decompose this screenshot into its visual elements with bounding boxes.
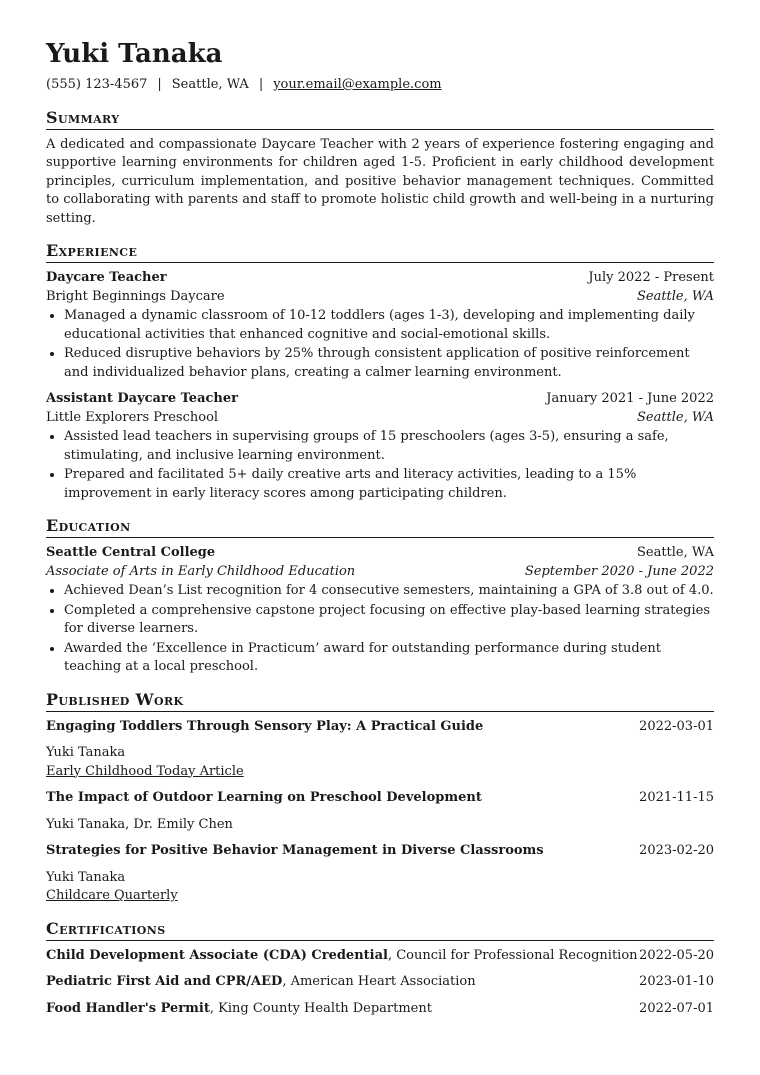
job-location: Seattle, WA [636,409,714,425]
certification-date: 2022-07-01 [639,1000,714,1016]
publication-authors: Yuki Tanaka, Dr. Emily Chen [46,816,233,832]
certification-entry [46,973,714,992]
bullet-list [46,427,714,503]
experience-section [46,241,714,503]
job-title: Daycare Teacher [46,270,167,285]
summary-text: A dedicated and compassionate Daycare Teacher with 2 years of experience fostering engaging and supportive learning environments for children aged 1-5. Proficient in early childhood development principles, curriculum implementation, and positive behavior management techniques. Committed to collaborating with parents and staff to promote holistic child growth and well-being in a nurturing setting. [46,136,714,226]
certification-name: Child Development Associate (CDA) Credential [46,947,388,963]
publication-date: 2022-03-01 [639,718,714,734]
certification-date: 2022-05-20 [639,947,714,963]
section-title: Education [46,516,714,538]
bullet: • Achieved Dean’s List recognition for 4 consecutive semesters, maintaining a GPA of 3.8 out of 4.0. [64,581,714,601]
school-location: Seattle, WA [636,545,714,560]
job-location: Seattle, WA [636,288,714,304]
degree: Associate of Arts in Early Childhood Education [46,563,356,579]
certification-entry [46,947,714,966]
certification-entry [46,1000,714,1019]
bullet: • Awarded the ‘Excellence in Practicum’ award for outstanding performance during student teaching at a local preschool. [64,639,714,677]
summary-section [46,108,714,229]
education-section [46,516,714,677]
email-link[interactable]: your.email@example.com [273,77,442,92]
publication-authors: Yuki Tanaka [46,745,126,760]
section-title: Published Work [46,690,714,712]
publication-title: Engaging Toddlers Through Sensory Play: A Practical Guide [46,718,484,734]
certification-issuer: , King County Health Department [209,1000,432,1016]
certification-name: Pediatric First Aid and CPR/AED [46,974,283,989]
location: Seattle, WA [171,77,249,92]
separator: | [157,77,162,92]
publication-date: 2023-02-20 [639,843,714,858]
job-title: Assistant Daycare Teacher [46,391,238,406]
certification-issuer: , Council for Professional Recognition [387,947,638,963]
job-dates: July 2022 - Present [588,270,714,285]
publication-entry [46,842,714,906]
section-title: Certifications [46,919,714,941]
bullet-list [46,581,714,677]
publication-venue-link[interactable]: Childcare Quarterly [46,888,178,903]
education-dates: September 2020 - June 2022 [524,563,714,579]
publication-title: The Impact of Outdoor Learning on Preschool Development [46,790,482,805]
candidate-name: Yuki Tanaka [46,39,223,69]
bullet: • Reduced disruptive behaviors by 25% through consistent application of positive reinforcement and individualized behavior plans, creating a calmer learning environment. [64,344,714,382]
certification-name: Food Handler's Permit [46,1000,210,1016]
publication-authors: Yuki Tanaka [46,869,126,885]
employer: Bright Beginnings Daycare [46,288,225,304]
certification-issuer: , American Heart Association [282,974,476,989]
bullet-list [46,306,714,382]
bullet: • Prepared and facilitated 5+ daily creative arts and literacy activities, leading to a 15% improvement in early literacy scores among participating children. [64,465,714,503]
publication-entry [46,789,714,834]
school-name: Seattle Central College [46,545,216,560]
job-dates: January 2021 - June 2022 [546,391,714,406]
publication-title: Strategies for Positive Behavior Management in Diverse Classrooms [46,843,544,858]
bullet: • Assisted lead teachers in supervising groups of 15 preschoolers (ages 3-5), ensuring a safe, stimulating, and inclusive learning environment. [64,427,714,465]
employer: Little Explorers Preschool [46,409,219,425]
phone: (555) 123-4567 [46,77,148,92]
publication-venue-link[interactable]: Early Childhood Today Article [46,763,244,779]
section-title: Summary [46,108,714,130]
published-work-section [46,690,714,906]
bullet: • Managed a dynamic classroom of 10-12 toddlers (ages 1-3), developing and implementing daily educational activities that enhanced cognitive and social-emotional skills. [64,306,714,344]
separator: | [258,77,264,92]
bullet: • Completed a comprehensive capstone project focusing on effective play-based learning strategies for diverse learners. [64,601,714,639]
section-title: Experience [46,241,714,263]
experience-entry [46,269,714,382]
certifications-section [46,919,714,1019]
publication-entry [46,718,714,782]
contact-line [46,76,714,95]
experience-entry [46,390,714,503]
publication-date: 2021-11-15 [639,790,714,805]
certification-date: 2023-01-10 [639,974,714,989]
